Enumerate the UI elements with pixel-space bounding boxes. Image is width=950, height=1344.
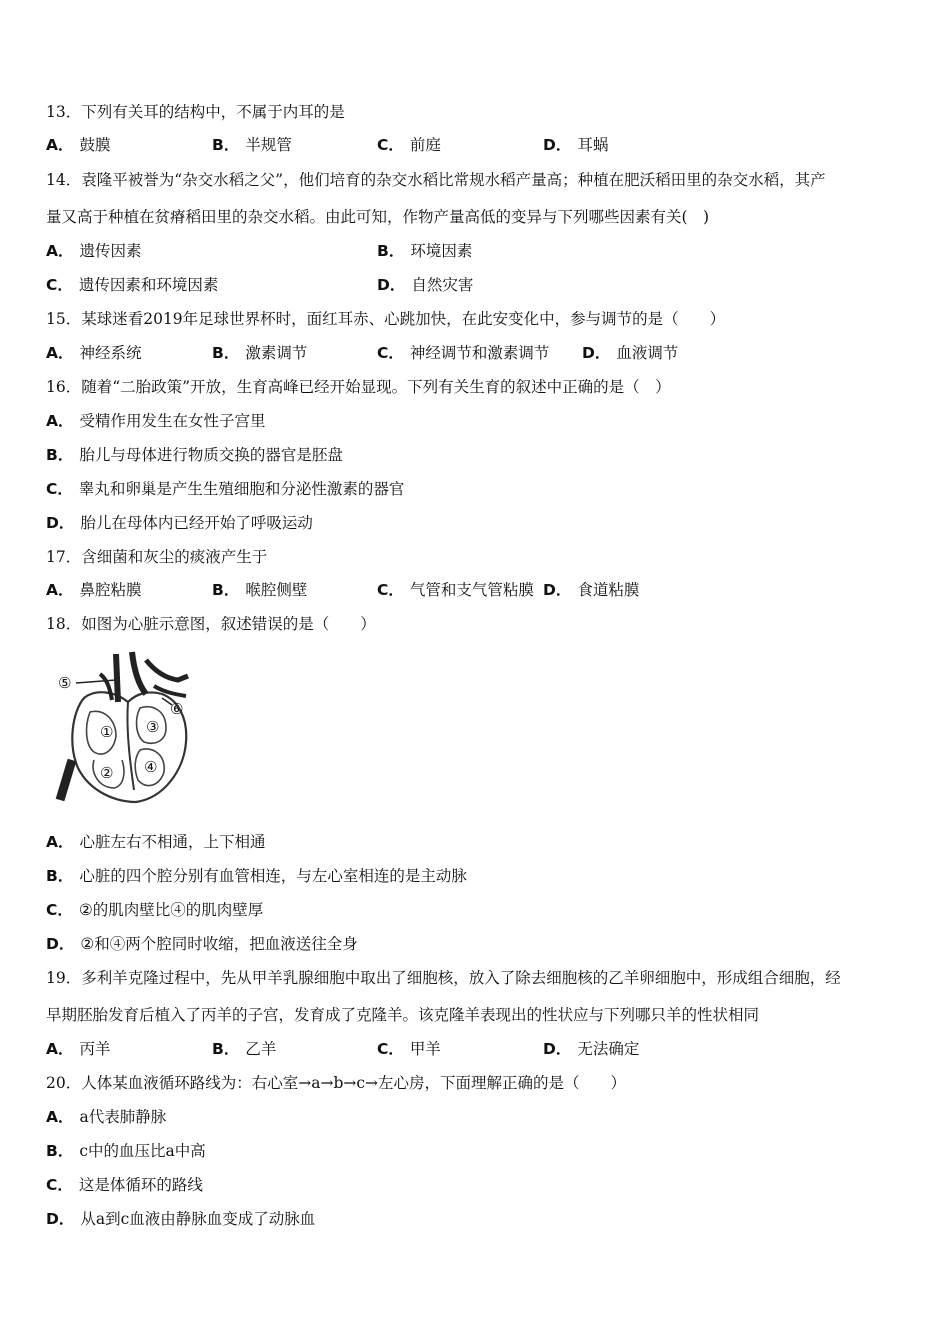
q18-stem: 18．如图为心脏示意图，叙述错误的是（ ） (46, 615, 376, 633)
q14-stem-line1: 14．袁隆平被誉为“杂交水稻之父”，他们培育的杂交水稻比常规水稻产量高；种植在肥沃稻田里的杂交水稻，其产 (46, 171, 826, 189)
q13-option-b: B． 半规管 (212, 136, 292, 154)
q15-stem: 15．某球迷看2019年足球世界杯时，面红耳赤、心跳加快，在此安变化中，参与调节的是（ ） (46, 310, 726, 328)
q16-stem: 16．随着“二胎政策”开放，生育高峰已经开始显现。下列有关生育的叙述中正确的是（ ） (46, 378, 671, 396)
figure-label-5: ⑤ (58, 674, 72, 692)
q13-stem: 13．下列有关耳的结构中，不属于内耳的是 (46, 103, 345, 121)
q14-option-b: B． 环境因素 (377, 242, 473, 260)
q18-option-d: D． ②和④两个腔同时收缩，把血液送往全身 (46, 935, 358, 953)
q17-option-b: B． 喉腔侧壁 (212, 581, 308, 599)
aorta-vessel (132, 652, 146, 694)
q20-option-a: A． a代表肺静脉 (46, 1108, 167, 1126)
pulmonary-artery-vessel (146, 660, 188, 680)
figure-label-3: ③ (146, 718, 160, 736)
q17-option-d: D． 食道粘膜 (543, 581, 640, 599)
q15-option-a: A． 神经系统 (46, 344, 142, 362)
q13-option-d: D． 耳蜗 (543, 136, 609, 154)
q19-stem-line2: 早期胚胎发育后植入了丙羊的子宫，发育成了克隆羊。该克隆羊表现出的性状应与下列哪只羊的性状相同 (46, 1006, 760, 1024)
q16-option-a: A． 受精作用发生在女性子宫里 (46, 412, 266, 430)
q20-stem: 20．人体某血液循环路线为：右心室→a→b→c→左心房，下面理解正确的是（ ） (46, 1074, 627, 1092)
q17-option-c: C． 气管和支气管粘膜 (377, 581, 534, 599)
pulmonary-vein-vessel (100, 674, 112, 700)
q18-option-a: A． 心脏左右不相通，上下相通 (46, 833, 266, 851)
q18-option-c: C． ②的肌肉壁比④的肌肉壁厚 (46, 901, 264, 919)
figure-label-1: ① (100, 723, 114, 741)
q16-option-b: B． 胎儿与母体进行物质交换的器官是胚盘 (46, 446, 343, 464)
q19-option-d: D． 无法确定 (543, 1040, 640, 1058)
figure-label-2: ② (100, 764, 114, 782)
septum (127, 702, 134, 790)
q18-option-b: B． 心脏的四个腔分别有血管相连，与左心室相连的是主动脉 (46, 867, 467, 885)
q19-option-a: A． 丙羊 (46, 1040, 111, 1058)
q15-option-d: D． 血液调节 (582, 344, 679, 362)
q20-option-b: B． c中的血压比a中高 (46, 1142, 206, 1160)
q14-option-d: D． 自然灾害 (377, 276, 474, 294)
q16-option-c: C． 睾丸和卵巢是产生生殖细胞和分泌性激素的器官 (46, 480, 405, 498)
vessel-right (154, 686, 186, 696)
figure-label-4: ④ (144, 758, 158, 776)
q19-option-c: C． 甲羊 (377, 1040, 441, 1058)
q15-option-b: B． 激素调节 (212, 344, 308, 362)
q20-option-c: C． 这是体循环的路线 (46, 1176, 203, 1194)
q19-option-b: B． 乙羊 (212, 1040, 277, 1058)
q14-option-c: C． 遗传因素和环境因素 (46, 276, 219, 294)
q16-option-d: D． 胎儿在母体内已经开始了呼吸运动 (46, 514, 313, 532)
q13-option-c: C． 前庭 (377, 136, 441, 154)
q14-option-a: A． 遗传因素 (46, 242, 142, 260)
q15-option-c: C． 神经调节和激素调节 (377, 344, 550, 362)
label-5-pointer (76, 680, 116, 683)
inferior-vena-cava-vessel (60, 760, 72, 800)
q14-stem-line2: 量又高于种植在贫瘠稻田里的杂交水稻。由此可知，作物产量高低的变异与下列哪些因素有关( ) (46, 208, 710, 226)
q19-stem-line1: 19．多利羊克隆过程中，先从甲羊乳腺细胞中取出了细胞核，放入了除去细胞核的乙羊卵细胞中，形成组合细胞，经 (46, 969, 841, 987)
figure-label-6: ⑥ (170, 700, 184, 718)
q17-stem: 17．含细菌和灰尘的痰液产生于 (46, 548, 268, 566)
q20-option-d: D． 从a到c血液由静脉血变成了动脉血 (46, 1210, 316, 1228)
vena-cava-vessel (116, 654, 118, 702)
heart-diagram (54, 650, 204, 808)
q13-option-a: A． 鼓膜 (46, 136, 111, 154)
q17-option-a: A． 鼻腔粘膜 (46, 581, 142, 599)
